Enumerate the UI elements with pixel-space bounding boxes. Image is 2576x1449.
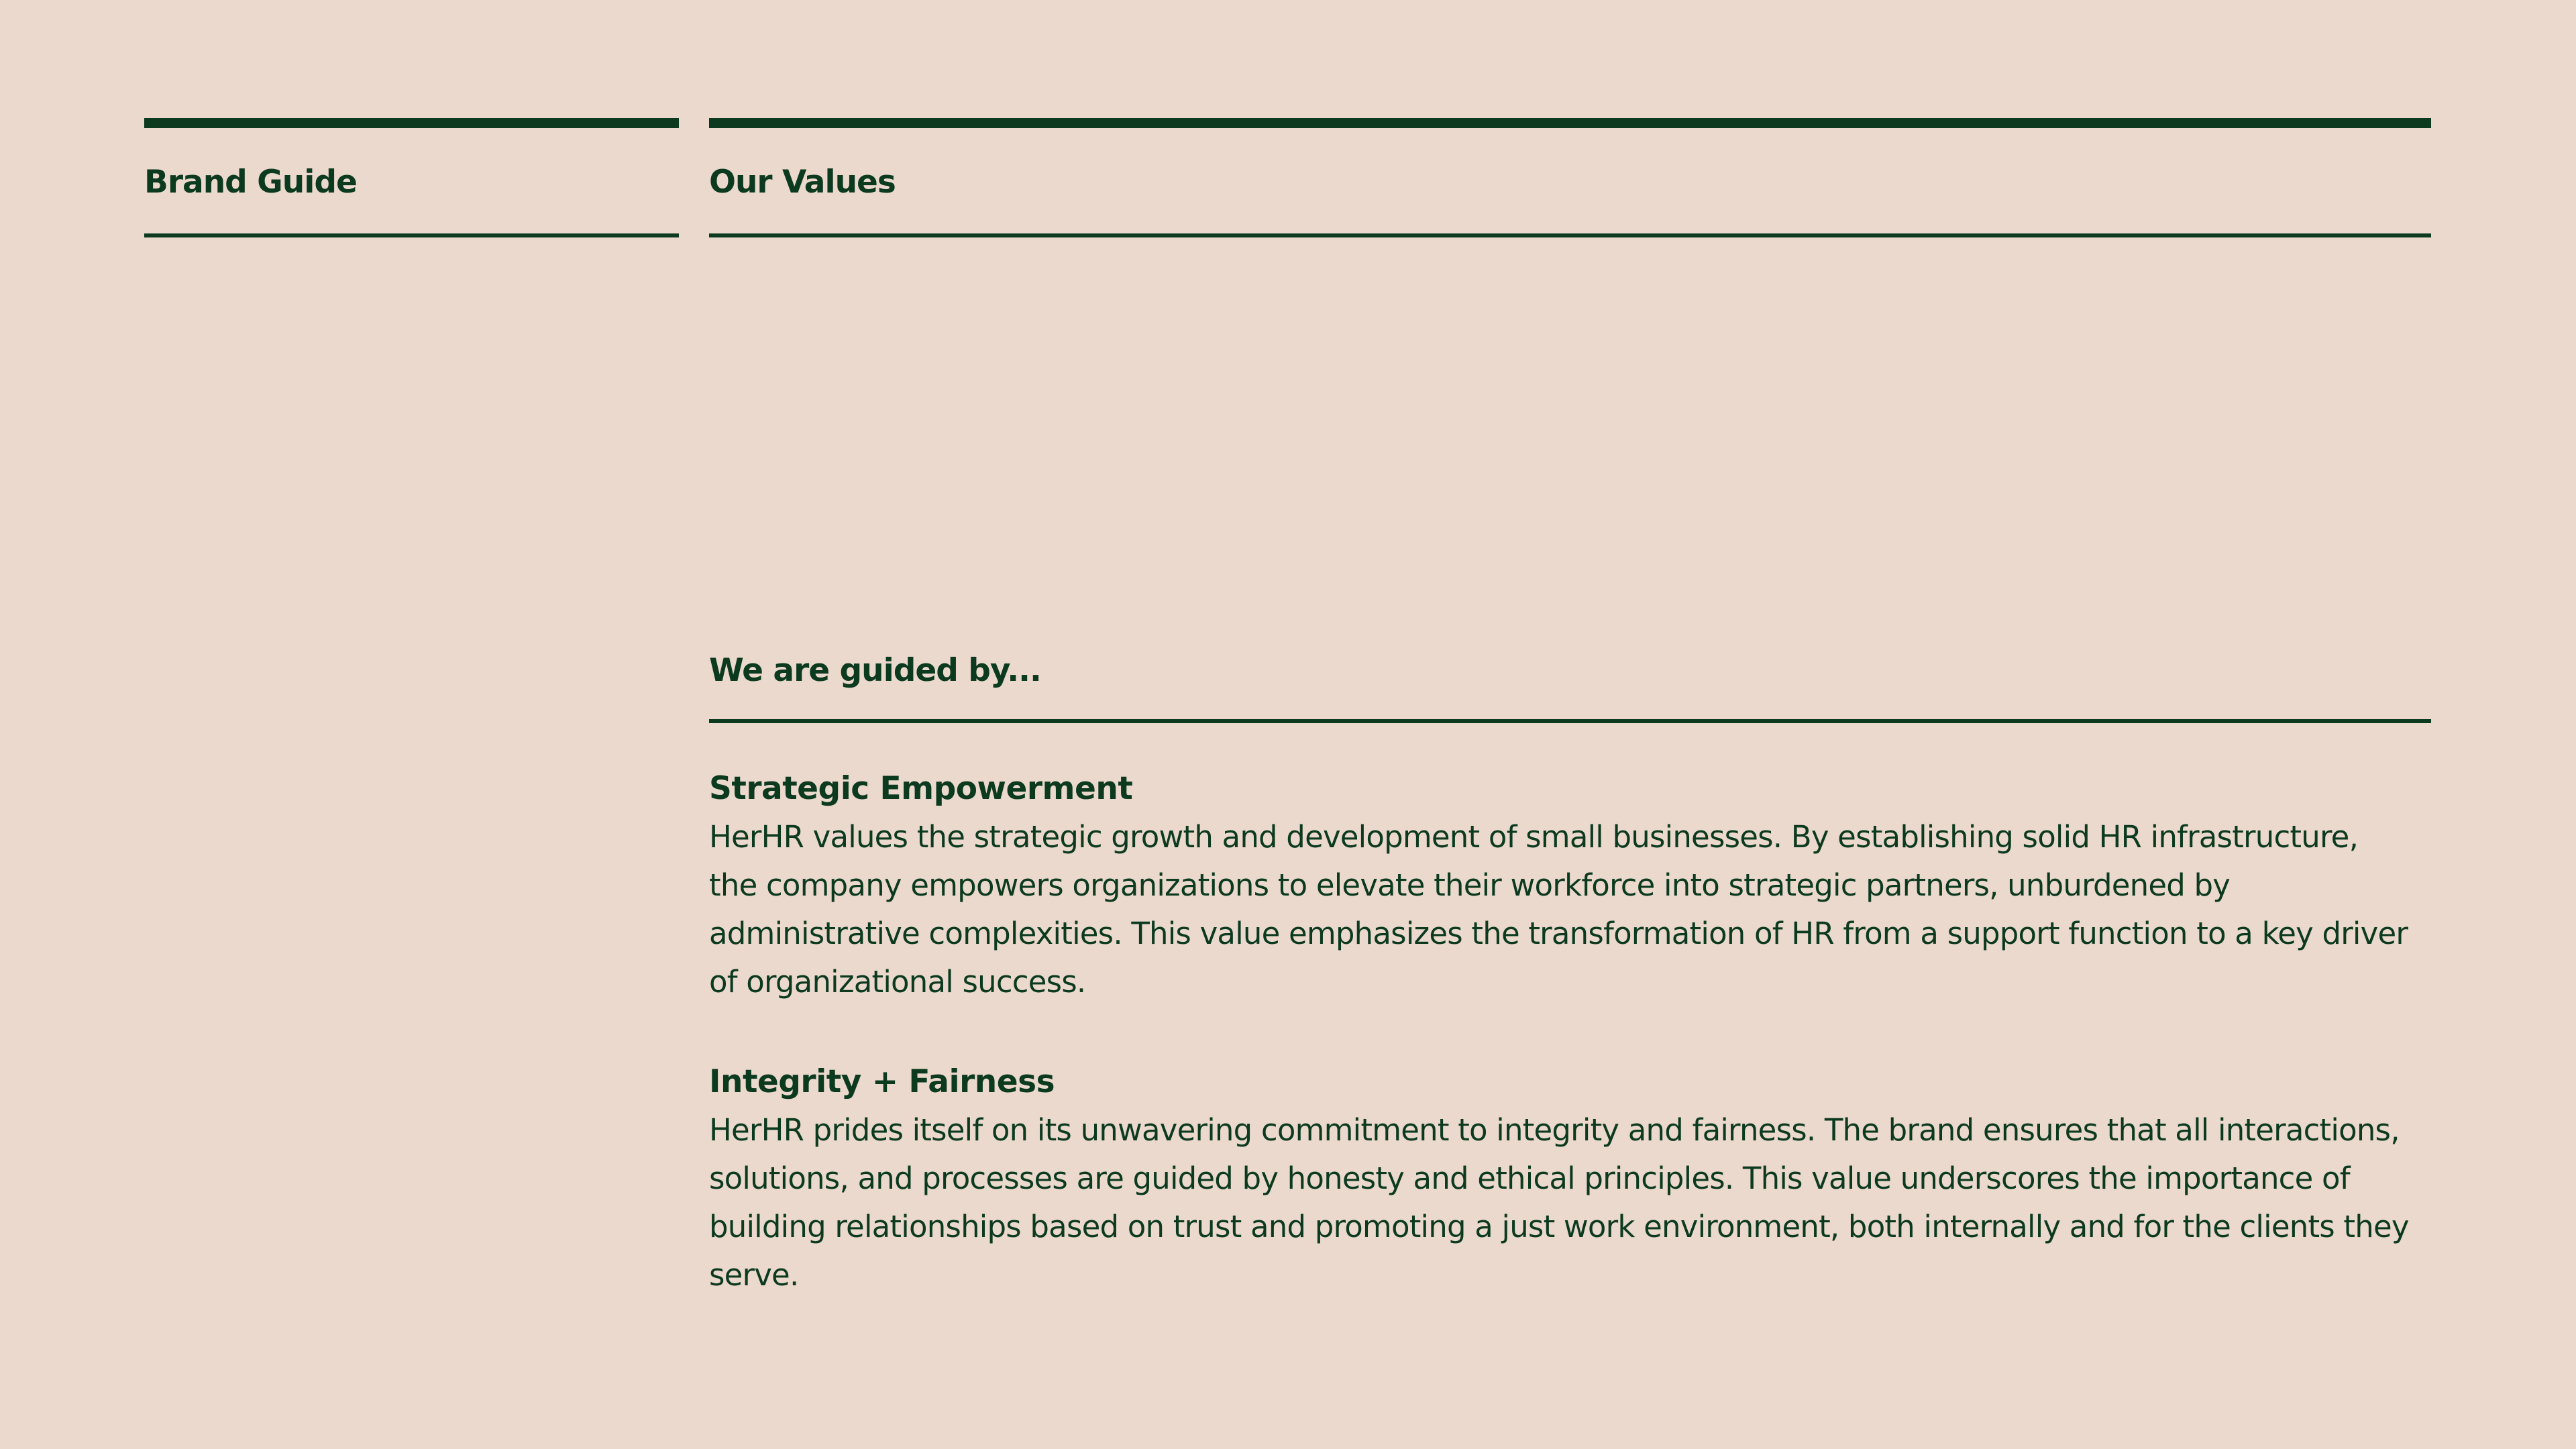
value-description: HerHR prides itself on its unwavering commitment to integrity and fairness. The brand ensures that all interactions, solutions, and processes are guided by honesty and ethical principles. This value underscores the importance of building relationships based on trust and promoting a just work environment, both internally and for the clients they serve.: [709, 1112, 2409, 1293]
guided-by-block: [709, 637, 2431, 723]
section-bottom-rule: [709, 233, 2431, 237]
value-item-integrity-fairness: [709, 1058, 2413, 1299]
value-title: Strategic Empowerment: [709, 770, 1133, 807]
guided-by-label: We are guided by...: [709, 652, 1041, 689]
brand-guide-top-rule: [144, 118, 679, 128]
section-title: Our Values: [709, 164, 896, 201]
section-top-rule: [709, 118, 2431, 128]
value-description: HerHR values the strategic growth and development of small businesses. By establishing solid HR infrastructure, the company empowers organizations to elevate their workforce into strategic partners, unburdened by administrative complexities. This value emphasizes the transformation of HR from a support function to a key driver of organizational success.: [709, 819, 2408, 1000]
brand-guide-label: Brand Guide: [144, 164, 357, 201]
values-list: [709, 765, 2413, 1351]
brand-guide-column: [144, 118, 679, 237]
value-item-strategic-empowerment: [709, 765, 2413, 1006]
value-title: Integrity + Fairness: [709, 1063, 1055, 1100]
guided-by-rule: [709, 719, 2431, 723]
section-header-column: [709, 118, 2431, 237]
